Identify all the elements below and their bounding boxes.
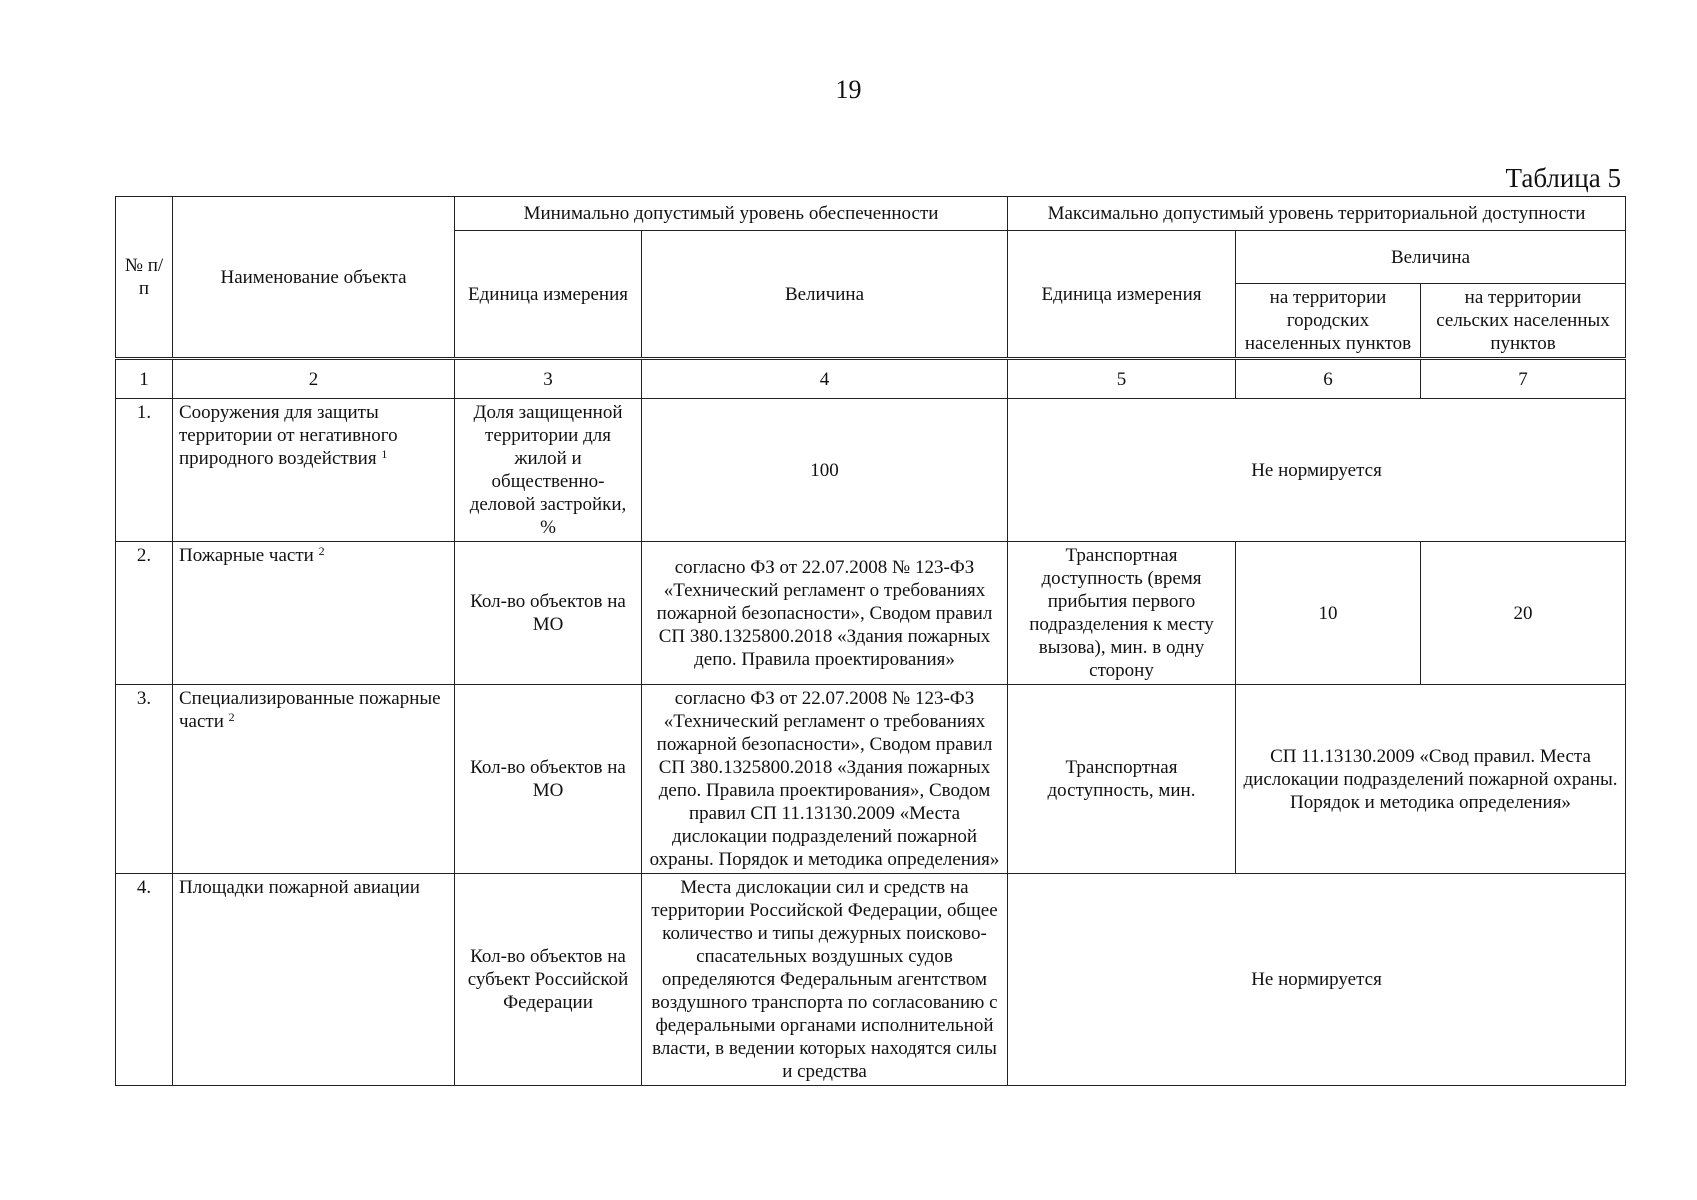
max-value: СП 11.13130.2009 «Свод правил. Места дислокации подразделений пожарной охраны. Порядок и методика определения»	[1236, 685, 1626, 874]
max-level: Не нормируется	[1008, 399, 1626, 542]
min-unit: Кол-во объектов на субъект Российской Федерации	[455, 874, 642, 1086]
row-number: 3.	[116, 685, 173, 874]
rural-value: 20	[1421, 542, 1626, 685]
object-name-cell	[173, 399, 455, 542]
row-number: 1.	[116, 399, 173, 542]
max-unit: Транспортная доступность (время прибытия первого подразделения к месту вызова), мин. в одну сторону	[1008, 542, 1236, 685]
object-name-cell	[173, 542, 455, 685]
max-unit: Транспортная доступность, мин.	[1008, 685, 1236, 874]
min-unit: Доля защищенной территории для жилой и общественно-деловой застройки, %	[455, 399, 642, 542]
table-row	[116, 542, 1626, 685]
footnote-marker: 2	[228, 710, 235, 724]
column-number: 6	[1236, 359, 1421, 399]
header-max-group: Максимально допустимый уровень территориальной доступности	[1008, 197, 1626, 231]
header-num: № п/п	[116, 197, 173, 359]
object-name: Площадки пожарной авиации	[173, 874, 455, 1086]
header-min-unit: Единица измерения	[455, 231, 642, 359]
table-caption: Таблица 5	[1505, 163, 1621, 193]
column-number: 7	[1421, 359, 1626, 399]
column-number-row	[116, 359, 1626, 399]
min-value: согласно ФЗ от 22.07.2008 № 123-ФЗ «Технический регламент о требованиях пожарной безопасности», Сводом правил СП 380.1325800.2018 «Здания пожарных депо. Правила проектирования»	[642, 542, 1008, 685]
header-min-value: Величина	[642, 231, 1008, 359]
max-level: Не нормируется	[1008, 874, 1626, 1086]
min-value: 100	[642, 399, 1008, 542]
header-min-group: Минимально допустимый уровень обеспеченности	[455, 197, 1008, 231]
norms-table	[115, 196, 1626, 1086]
object-name-cell	[173, 685, 455, 874]
row-number: 2.	[116, 542, 173, 685]
table-row	[116, 685, 1626, 874]
header-urban: на территории городских населенных пунктов	[1236, 284, 1421, 359]
page-number: 19	[835, 75, 862, 104]
object-name: Сооружения для защиты территории от негативного природного воздействия	[179, 402, 398, 469]
column-number: 1	[116, 359, 173, 399]
min-value: Места дислокации сил и средств на территории Российской Федерации, общее количество и типы дежурных поисково-спасательных воздушных судов определяются Федеральным агентством воздушного транспорта по согласованию с федеральными органами исполнительной власти, в ведении которых находятся силы и средства	[642, 874, 1008, 1086]
column-number: 4	[642, 359, 1008, 399]
row-number: 4.	[116, 874, 173, 1086]
header-row-1	[116, 197, 1626, 231]
min-value: согласно ФЗ от 22.07.2008 № 123-ФЗ «Технический регламент о требованиях пожарной безопасности», Сводом правил СП 380.1325800.2018 «Здания пожарных депо. Правила проектирования», Сводом правил СП 11.13130.2009 «Места дислокации подразделений пожарной охраны. Порядок и методика определения»	[642, 685, 1008, 874]
column-number: 2	[173, 359, 455, 399]
header-max-value: Величина	[1236, 231, 1626, 284]
min-unit: Кол-во объектов на МО	[455, 542, 642, 685]
object-name: Пожарные части	[179, 545, 314, 566]
object-name: Специализированные пожарные части	[179, 688, 441, 732]
table-row	[116, 874, 1626, 1086]
column-number: 3	[455, 359, 642, 399]
column-number: 5	[1008, 359, 1236, 399]
min-unit: Кол-во объектов на МО	[455, 685, 642, 874]
footnote-marker: 1	[381, 447, 388, 461]
header-rural: на территории сельских населенных пунктов	[1421, 284, 1626, 359]
header-max-unit: Единица измерения	[1008, 231, 1236, 359]
footnote-marker: 2	[318, 544, 325, 558]
urban-value: 10	[1236, 542, 1421, 685]
table-row	[116, 399, 1626, 542]
header-name: Наименование объекта	[173, 197, 455, 359]
